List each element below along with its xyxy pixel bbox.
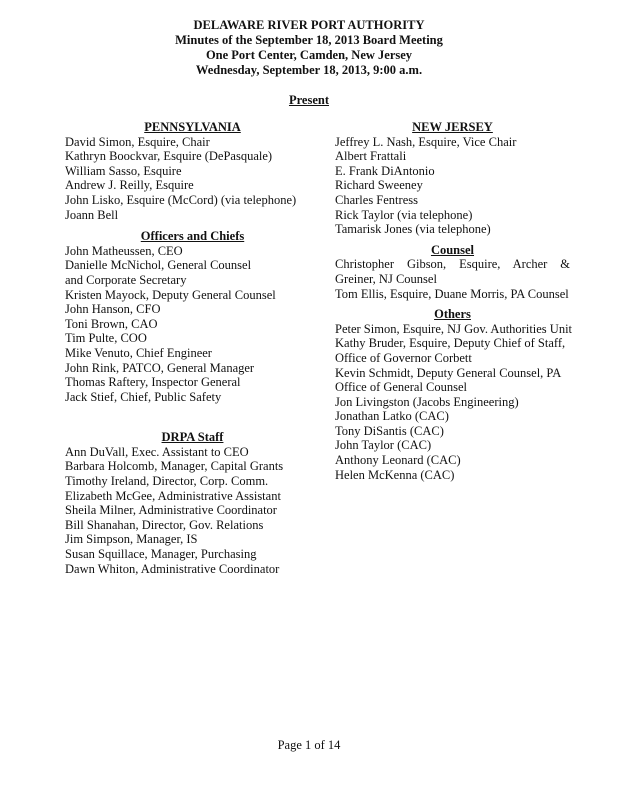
new-jersey-member: E. Frank DiAntonio (335, 163, 435, 178)
others-entry: Kevin Schmidt, Deputy General Counsel, PA (335, 365, 562, 380)
pennsylvania-member: Kathryn Boockvar, Esquire (DePasquale) (65, 149, 273, 164)
officer-entry: and Corporate Secretary (65, 272, 187, 287)
staff-entry: Susan Squillace, Manager, Purchasing (65, 547, 257, 562)
staff-entry: Timothy Ireland, Director, Corp. Comm. (65, 474, 269, 489)
officer-entry: Kristen Mayock, Deputy General Counsel (65, 287, 276, 302)
pennsylvania-member: Joann Bell (65, 207, 119, 222)
staff-heading: DRPA Staff (161, 430, 224, 445)
staff-entry: Ann DuVall, Exec. Assistant to CEO (65, 444, 249, 459)
officer-entry: Jack Stief, Chief, Public Safety (65, 389, 222, 404)
pennsylvania-member: William Sasso, Esquire (65, 163, 182, 178)
others-entry: Peter Simon, Esquire, NJ Gov. Authorities Unit (335, 321, 573, 336)
staff-entry: Jim Simpson, Manager, IS (65, 532, 198, 547)
counsel-heading: Counsel (430, 242, 475, 257)
others-entry: Kathy Bruder, Esquire, Deputy Chief of Staff, (335, 336, 566, 351)
officer-entry: Mike Venuto, Chief Engineer (65, 345, 212, 360)
officers-heading: Officers and Chiefs (140, 229, 245, 244)
others-entry: Helen McKenna (CAC) (335, 467, 455, 482)
new-jersey-member: Charles Fentress (335, 192, 418, 207)
new-jersey-heading: NEW JERSEY (412, 120, 493, 134)
present-heading: Present (288, 93, 330, 107)
right-column (335, 120, 573, 482)
counsel-entry: Greiner, NJ Counsel (335, 271, 437, 286)
officer-entry: Danielle McNichol, General Counsel (65, 258, 252, 273)
staff-entry: Elizabeth McGee, Administrative Assistant (65, 488, 281, 503)
officer-entry: John Matheussen, CEO (65, 243, 183, 258)
counsel-entry: Christopher Gibson, Esquire, Archer & (335, 257, 570, 272)
header-meeting-title: Minutes of the September 18, 2013 Board Meeting (175, 33, 443, 47)
staff-entry: Sheila Milner, Administrative Coordinator (65, 503, 277, 518)
others-entry: Tony DiSantis (CAC) (335, 423, 444, 438)
new-jersey-member: Rick Taylor (via telephone) (335, 207, 473, 222)
pennsylvania-member: Andrew J. Reilly, Esquire (65, 178, 194, 193)
others-entry: Office of Governor Corbett (335, 350, 472, 365)
header-organization: DELAWARE RIVER PORT AUTHORITY (193, 18, 425, 32)
others-entry: Jon Livingston (Jacobs Engineering) (335, 394, 519, 409)
staff-entry: Barbara Holcomb, Manager, Capital Grants (65, 459, 284, 474)
pennsylvania-member: John Lisko, Esquire (McCord) (via telephone) (65, 192, 297, 207)
others-entry: Jonathan Latko (CAC) (335, 409, 449, 424)
officer-entry: John Rink, PATCO, General Manager (65, 360, 255, 375)
staff-entry: Dawn Whiton, Administrative Coordinator (65, 561, 280, 576)
officer-entry: John Hanson, CFO (65, 302, 161, 317)
left-column (65, 120, 320, 576)
others-heading: Others (434, 307, 471, 322)
others-entry: Anthony Leonard (CAC) (335, 453, 461, 468)
others-entry: Office of General Counsel (335, 380, 468, 395)
counsel-entry: Tom Ellis, Esquire, Duane Morris, PA Counsel (335, 286, 569, 301)
others-entry: John Taylor (CAC) (335, 438, 432, 453)
new-jersey-member: Tamarisk Jones (via telephone) (335, 222, 491, 237)
pennsylvania-member: David Simon, Esquire, Chair (65, 134, 210, 149)
pennsylvania-heading: PENNSYLVANIA (144, 120, 241, 134)
new-jersey-member: Jeffrey L. Nash, Esquire, Vice Chair (335, 134, 517, 149)
officer-entry: Thomas Raftery, Inspector General (65, 375, 241, 390)
officer-entry: Tim Pulte, COO (65, 331, 147, 346)
page-number: Page 1 of 14 (277, 738, 341, 752)
staff-entry: Bill Shanahan, Director, Gov. Relations (65, 517, 264, 532)
new-jersey-member: Albert Frattali (335, 149, 407, 164)
header-location: One Port Center, Camden, New Jersey (205, 48, 413, 62)
header-datetime: Wednesday, September 18, 2013, 9:00 a.m. (195, 63, 423, 77)
document-header (0, 18, 618, 78)
new-jersey-member: Richard Sweeney (335, 178, 423, 193)
officer-entry: Toni Brown, CAO (65, 316, 158, 331)
